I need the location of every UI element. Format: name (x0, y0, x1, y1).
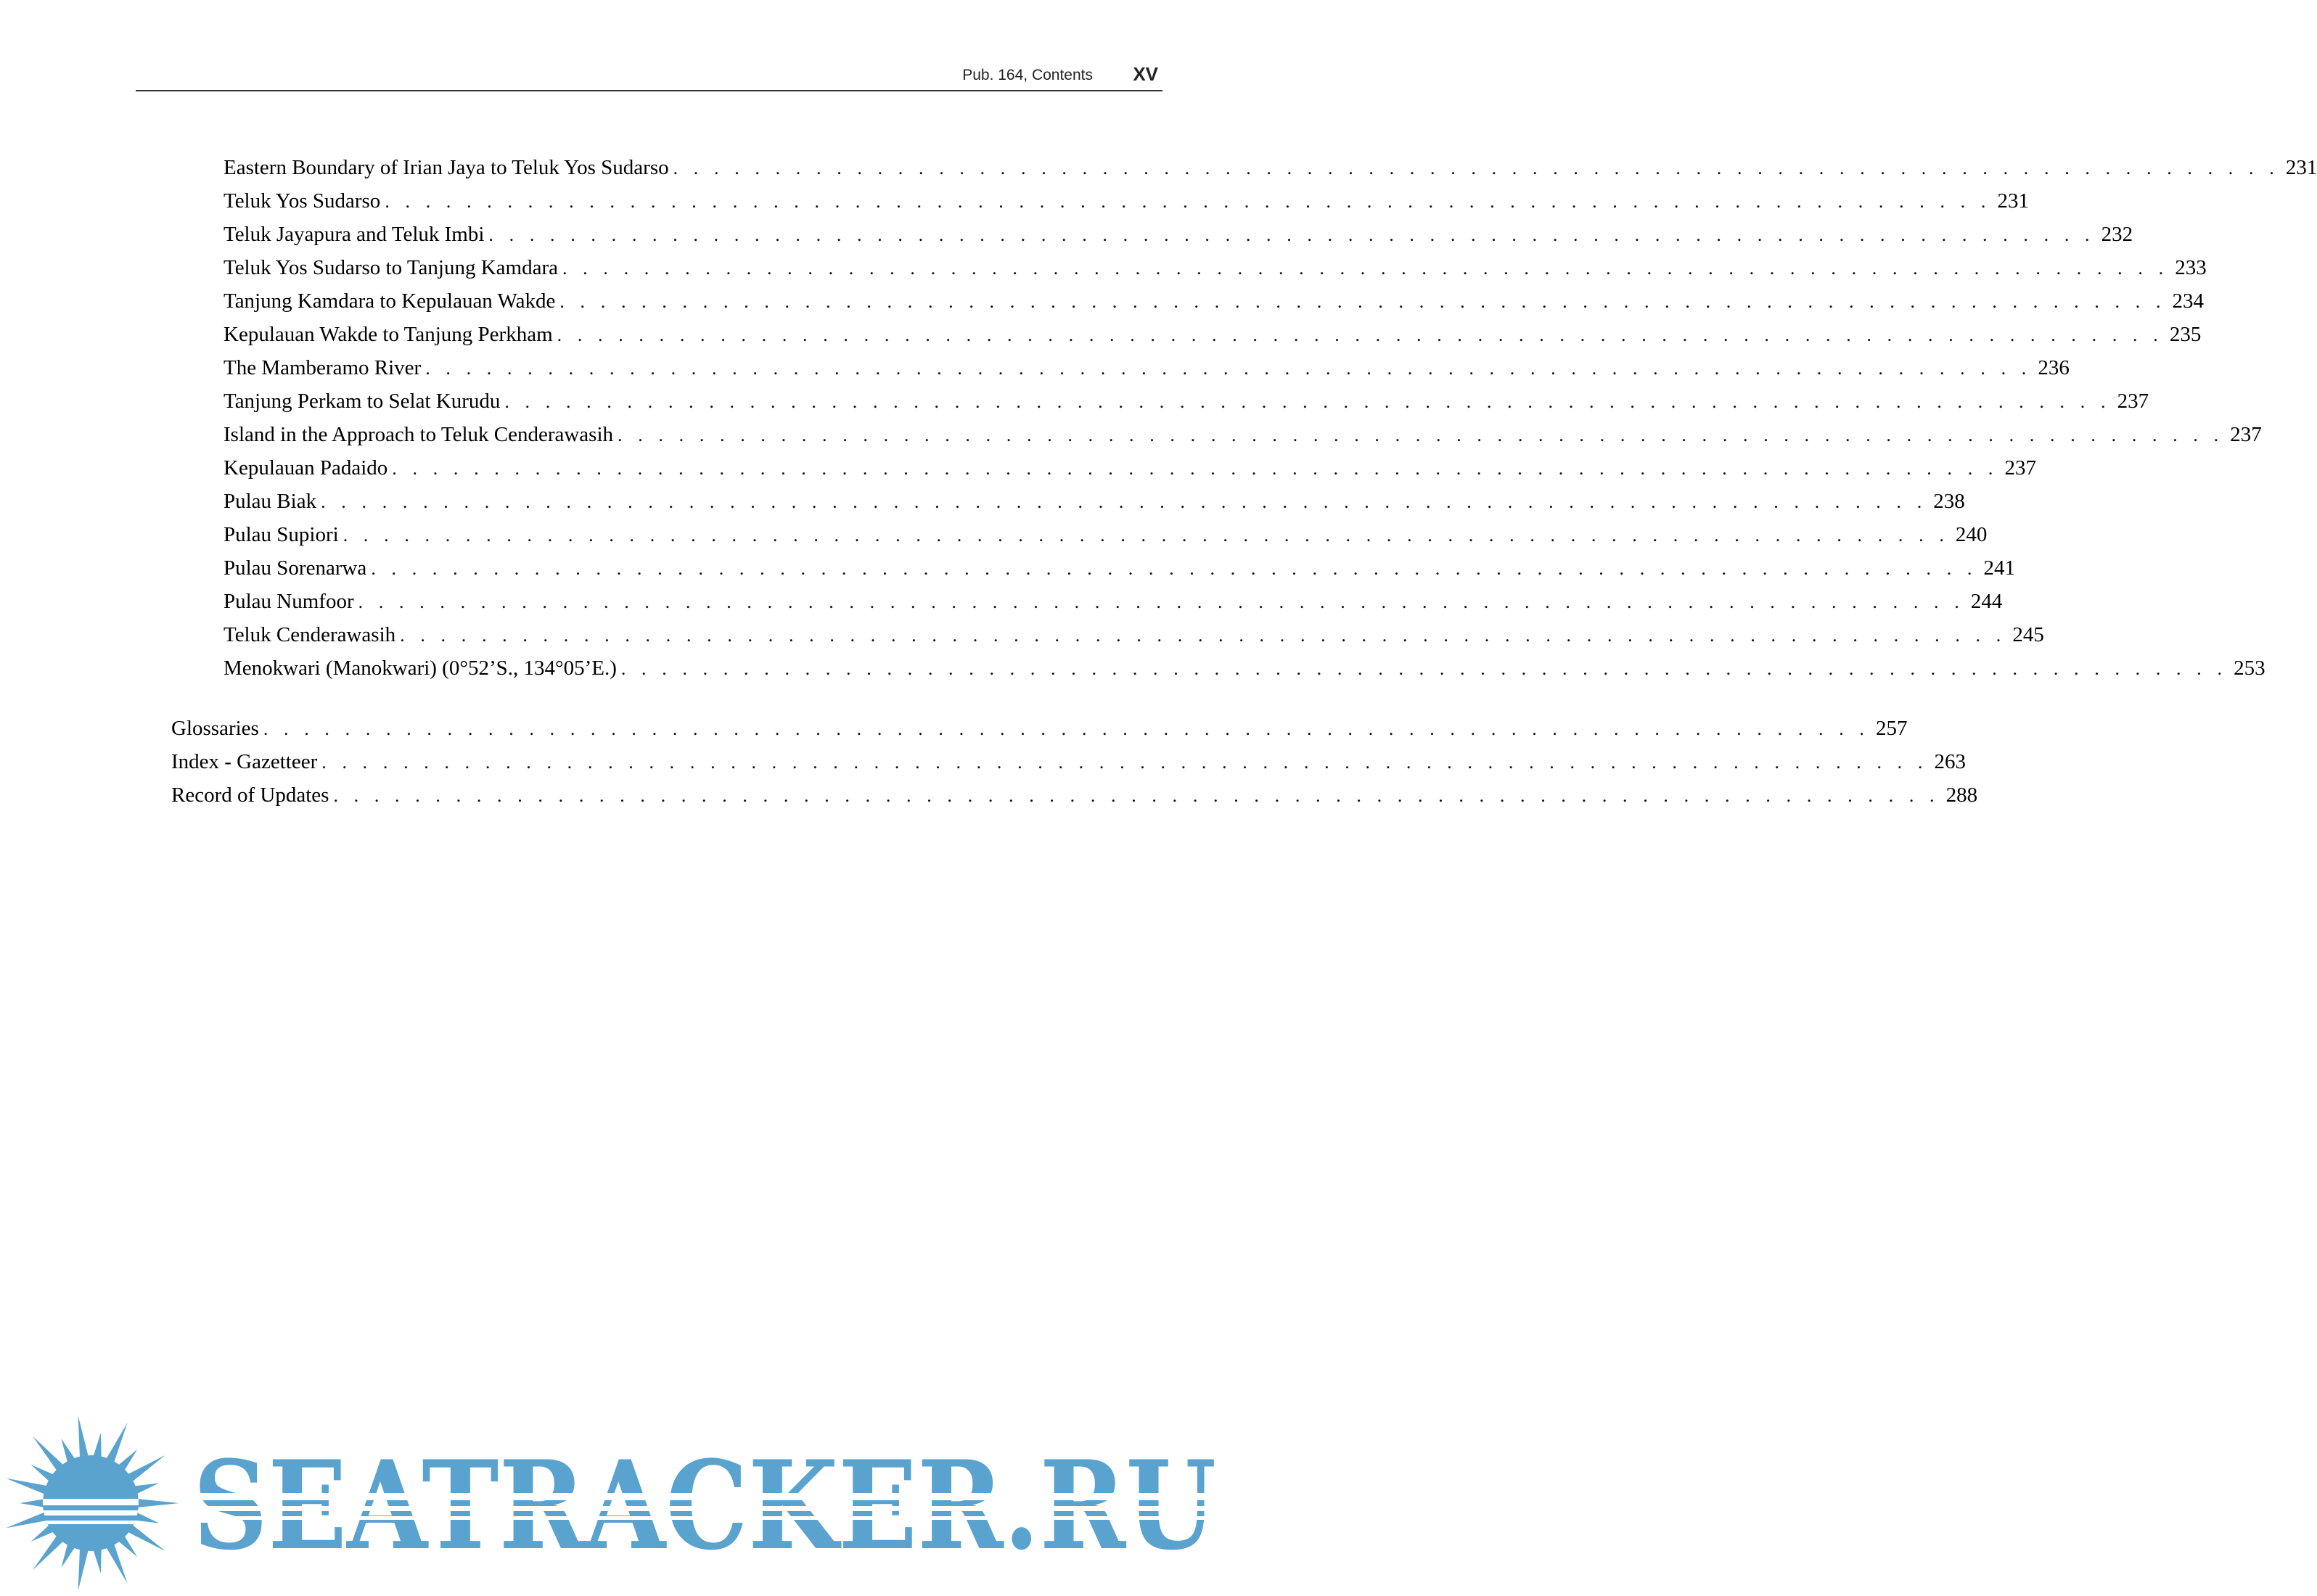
toc-entry-page: 231 (2285, 156, 2317, 179)
toc-entry-page: 231 (1997, 189, 2030, 213)
dot-leader: . . . . . . . . . . . . . . . . . . . . . . . . . . . . . . . . . . . . . . . . . . . . . . . . . . . . . . . . . . . . . . . . . . . . . . . . . . . . . . . (263, 718, 1870, 739)
toc-entry-page: 244 (1970, 590, 2003, 613)
toc-entry-page: 240 (1955, 523, 1988, 546)
publication-title: Pub. 164, Contents (962, 67, 1093, 83)
dot-leader: . . . . . . . . . . . . . . . . . . . . . . . . . . . . . . . . . . . . . . . . . . . . . . . . . . . . . . . . . . . . . . . . . . . . . . . . . . . . . . . (321, 491, 1927, 512)
sun-logo-icon (0, 1415, 189, 1596)
toc-entry-title: Menokwari (Manokwari) (0°52’S., 134°05’E.) (224, 657, 617, 680)
toc-entry[interactable] (224, 618, 2044, 651)
toc-entry[interactable] (224, 551, 2016, 585)
toc-entry[interactable] (224, 518, 1988, 551)
sun-ray (78, 1545, 89, 1591)
toc-entry-page: 238 (1933, 490, 1965, 513)
toc-entry-title: Pulau Biak (224, 490, 317, 513)
dot-leader: . . . . . . . . . . . . . . . . . . . . . . . . . . . . . . . . . . . . . . . . . . . . . . . . . . . . . . . . . . . . . . . . . . . . . . . . . . . . . . . (400, 625, 2006, 646)
toc-entry-page: 236 (2038, 356, 2070, 379)
toc-entry-title: Kepulauan Wakde to Tanjung Perkham (224, 323, 553, 346)
sun-ray (78, 1415, 89, 1461)
dot-leader: . . . . . . . . . . . . . . . . . . . . . . . . . . . . . . . . . . . . . . . . . . . . . . . . . . . . . . . . . . . . . . . . . . . . . . . . . . . . . . . (559, 291, 2167, 312)
sun-ray (6, 1511, 51, 1529)
toc-entry-page: 263 (1934, 750, 1966, 773)
toc-entry-title: Glossaries (171, 717, 259, 740)
toc-entry-index-gazetteer[interactable] (171, 745, 1966, 778)
toc-entry-title: Index - Gazetteer (171, 750, 318, 773)
dot-leader: . . . . . . . . . . . . . . . . . . . . . . . . . . . . . . . . . . . . . . . . . . . . . . . . . . . . . . . . . . . . . . . . . . . . . . . . . . . . . . . (371, 558, 1978, 579)
sun-ray (6, 1478, 51, 1496)
dot-leader: . . . . . . . . . . . . . . . . . . . . . . . . . . . . . . . . . . . . . . . . . . . . . . . . . . . . . . . . . . . . . . . . . . . . . . . . . . . . . . . (673, 157, 2280, 178)
toc-entry[interactable] (224, 351, 2070, 384)
toc-entry[interactable] (224, 485, 1965, 518)
toc-entry-title: Record of Updates (171, 783, 329, 807)
toc-entry-title: Tanjung Perkam to Selat Kurudu (224, 390, 501, 413)
dot-leader: . . . . . . . . . . . . . . . . . . . . . . . . . . . . . . . . . . . . . . . . . . . . . . . . . . . . . . . . . . . . . . . . . . . . . . . . . . . . . . . (488, 224, 2096, 245)
toc-entry-title: Pulau Supiori (224, 523, 339, 546)
toc-entry-title: Island in the Approach to Teluk Cenderawasih (224, 423, 614, 446)
toc-entry[interactable] (224, 251, 2207, 284)
toc-entry-title: Teluk Yos Sudarso (224, 189, 381, 213)
toc-entry[interactable] (224, 585, 2003, 618)
toc-entry-title: Tanjung Kamdara to Kepulauan Wakde (224, 289, 556, 313)
dot-leader: . . . . . . . . . . . . . . . . . . . . . . . . . . . . . . . . . . . . . . . . . . . . . . . . . . . . . . . . . . . . . . . . . . . . . . . . . . . . . . . (562, 258, 2169, 279)
toc-entry[interactable] (224, 218, 2133, 251)
toc-entry-title: The Mamberamo River (224, 356, 422, 379)
toc-entry-page: 237 (2004, 456, 2036, 480)
watermark (0, 1415, 1234, 1596)
toc-entry-title: Eastern Boundary of Irian Jaya to Teluk Yos Sudarso (224, 156, 669, 179)
watermark-logo (193, 1423, 1223, 1568)
dot-leader: . . . . . . . . . . . . . . . . . . . . . . . . . . . . . . . . . . . . . . . . . . . . . . . . . . . . . . . . . . . . . . . . . . . . . . . . . . . . . . . (343, 525, 1950, 546)
toc-entry-glossaries[interactable] (171, 712, 1908, 745)
toc-entry-page: 241 (1983, 556, 2016, 580)
toc-entry-page: 253 (2234, 657, 2265, 680)
dot-leader: . . . . . . . . . . . . . . . . . . . . . . . . . . . . . . . . . . . . . . . . . . . . . . . . . . . . . . . . . . . . . . . . . . . . . . . . . . . . . . . (557, 324, 2164, 345)
toc-entry-page: 232 (2101, 223, 2133, 246)
toc-entry[interactable] (224, 318, 2202, 351)
toc-entry-title: Teluk Cenderawasih (224, 623, 396, 646)
toc-entry[interactable] (224, 451, 2036, 485)
toc-entry-title: Kepulauan Padaido (224, 456, 388, 480)
toc-entry-record-of-updates[interactable] (171, 778, 1978, 812)
page-header (136, 63, 1162, 91)
toc-entry-page: 235 (2169, 323, 2202, 346)
toc-entry-title: Pulau Numfoor (224, 590, 354, 613)
toc-entry-title: Teluk Jayapura and Teluk Imbi (224, 223, 485, 246)
toc-entry-page: 233 (2175, 256, 2207, 279)
toc-entry[interactable] (224, 284, 2205, 318)
toc-entry-page: 237 (2230, 423, 2262, 446)
dot-leader: . . . . . . . . . . . . . . . . . . . . . . . . . . . . . . . . . . . . . . . . . . . . . . . . . . . . . . . . . . . . . . . . . . . . . . . . . . . . . . . (385, 191, 1992, 212)
dot-leader: . . . . . . . . . . . . . . . . . . . . . . . . . . . . . . . . . . . . . . . . . . . . . . . . . . . . . . . . . . . . . . . . . . . . . . . . . . . . . . . (620, 658, 2228, 679)
dot-leader: . . . . . . . . . . . . . . . . . . . . . . . . . . . . . . . . . . . . . . . . . . . . . . . . . . . . . . . . . . . . . . . . . . . . . . . . . . . . . . . (358, 591, 1965, 612)
dot-leader: . . . . . . . . . . . . . . . . . . . . . . . . . . . . . . . . . . . . . . . . . . . . . . . . . . . . . . . . . . . . . . . . . . . . . . . . . . . . . . . (333, 785, 1940, 806)
toc-entry-page: 257 (1876, 717, 1908, 740)
toc-entry[interactable] (224, 151, 2317, 184)
toc-entry-page: 288 (1945, 783, 1978, 807)
page-number: XV (1133, 63, 1158, 85)
dot-leader: . . . . . . . . . . . . . . . . . . . . . . . . . . . . . . . . . . . . . . . . . . . . . . . . . . . . . . . . . . . . . . . . . . . . . . . . . . . . . . . (425, 358, 2032, 379)
dot-leader: . . . . . . . . . . . . . . . . . . . . . . . . . . . . . . . . . . . . . . . . . . . . . . . . . . . . . . . . . . . . . . . . . . . . . . . . . . . . . . . (504, 391, 2112, 412)
toc-entry-page: 234 (2172, 289, 2205, 313)
sun-ray (134, 1499, 179, 1508)
toc-entry[interactable] (224, 384, 2149, 418)
toc-entry-title: Teluk Yos Sudarso to Tanjung Kamdara (224, 256, 558, 279)
dot-leader: . . . . . . . . . . . . . . . . . . . . . . . . . . . . . . . . . . . . . . . . . . . . . . . . . . . . . . . . . . . . . . . . . . . . . . . . . . . . . . . (321, 752, 1928, 773)
toc-entry-page: 245 (2012, 623, 2044, 646)
toc-entry-title: Pulau Sorenarwa (224, 556, 367, 580)
dot-leader: . . . . . . . . . . . . . . . . . . . . . . . . . . . . . . . . . . . . . . . . . . . . . . . . . . . . . . . . . . . . . . . . . . . . . . . . . . . . . . . (392, 458, 1998, 479)
toc-entry[interactable] (224, 651, 2265, 685)
toc-entry[interactable] (224, 184, 2030, 218)
dot-leader: . . . . . . . . . . . . . . . . . . . . . . . . . . . . . . . . . . . . . . . . . . . . . . . . . . . . . . . . . . . . . . . . . . . . . . . . . . . . . . . (618, 424, 2224, 445)
toc-entry[interactable] (224, 418, 2262, 451)
toc-entry-page: 237 (2117, 390, 2149, 413)
